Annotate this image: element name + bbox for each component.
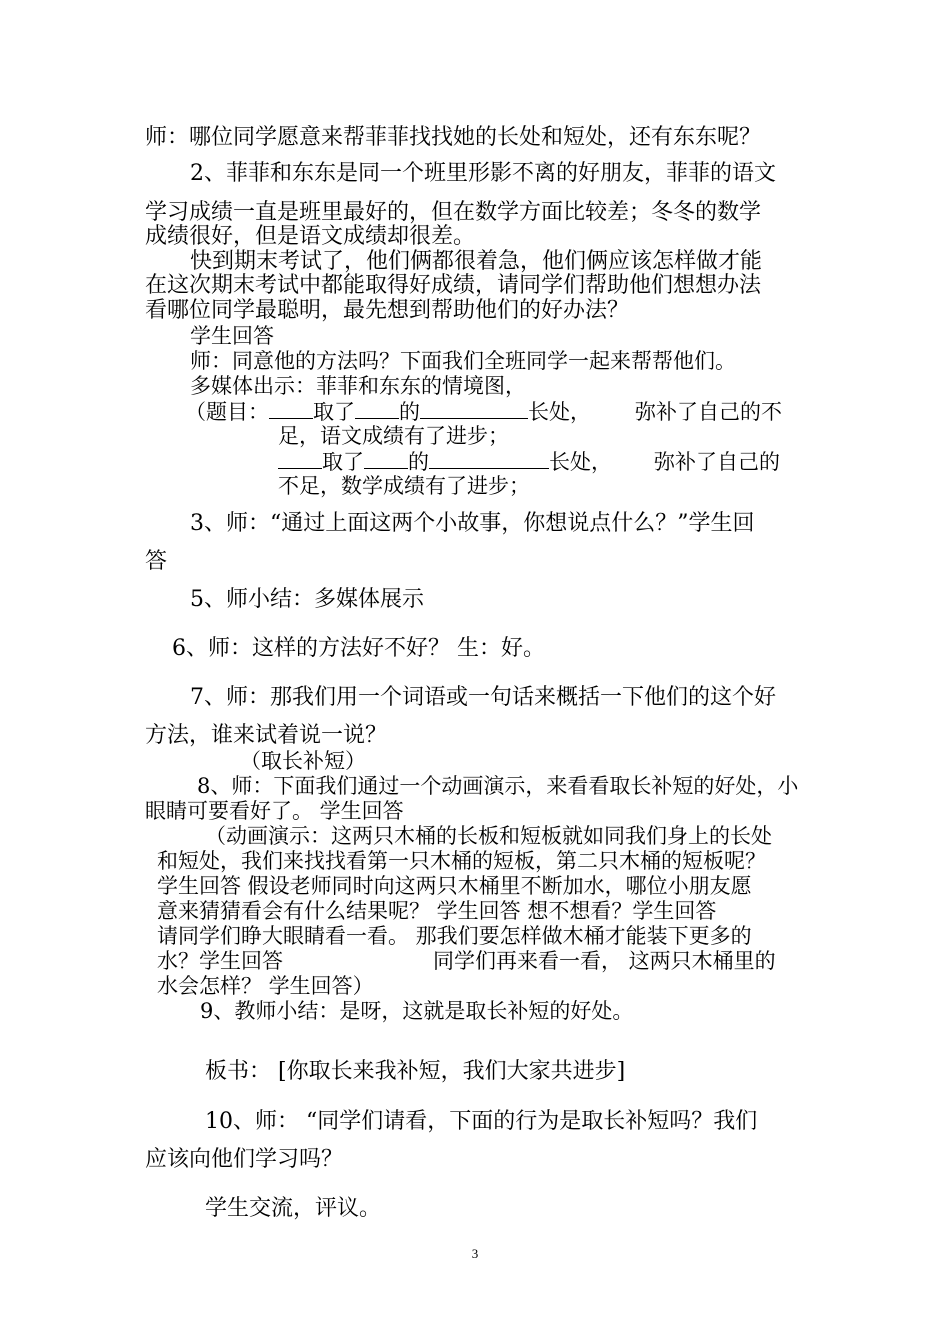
text-line: 答: [145, 549, 168, 574]
text-line: 学生交流，评议。: [205, 1196, 382, 1221]
fill-in-blank[interactable]: [429, 448, 549, 469]
text-line: 学生回答 假设老师同时向这两只木桶里不断加水，哪位小朋友愿: [157, 874, 752, 898]
text-line: 9、教师小结：是呀，这就是取长补短的好处。: [200, 999, 634, 1023]
text-fragment: 长处，: [528, 400, 591, 424]
fill-in-blank[interactable]: [278, 448, 322, 469]
text-fragment: 取了: [322, 450, 364, 474]
board-writing: 板书： [你取长来我补短，我们大家共进步]: [205, 1059, 626, 1084]
text-line: 师：哪位同学愿意来帮菲菲找找她的长处和短处，还有东东呢？: [145, 125, 762, 150]
text-line: 不足，数学成绩有了进步；: [278, 474, 530, 498]
text-fragment: 弥补了自己的不: [635, 400, 782, 424]
text-line: 和短处，我们来找找看第一只木桶的短板，第二只木桶的短板呢？: [157, 849, 766, 873]
text-line: 6、师：这样的方法好不好？ 生：好。: [172, 636, 545, 661]
text-line: 学生回答: [190, 324, 274, 348]
text-fragment: 的: [399, 400, 420, 424]
text-fragment: 的: [408, 450, 429, 474]
text-line: （取长补短）: [240, 749, 366, 773]
text-line: 在这次期末考试中都能取得好成绩，请同学们帮助他们想想办法: [145, 273, 762, 298]
text-fragment: 同学们再来看一看， 这两只木桶里的: [433, 949, 776, 973]
text-fragment: 取了: [313, 400, 355, 424]
text-line: 师：同意他的方法吗？下面我们全班同学一起来帮帮他们。: [190, 349, 736, 373]
page-number: 3: [471, 1246, 479, 1261]
text-line: 方法，谁来试着说一说？: [145, 723, 388, 748]
text-line: 看哪位同学最聪明，最先想到帮助他们的好办法？: [145, 298, 630, 323]
text-line: 意来猜猜看会有什么结果呢？ 学生回答 想不想看？学生回答: [157, 899, 717, 923]
text-line: 足，语文成绩有了进步；: [278, 424, 509, 448]
fill-in-blank[interactable]: [364, 448, 408, 469]
text-line: 快到期末考试了，他们俩都很着急，他们俩应该怎样做才能: [190, 249, 763, 274]
fill-in-blank[interactable]: [420, 398, 528, 419]
text-line: （动画演示：这两只木桶的长板和短板就如同我们身上的长处: [205, 824, 772, 848]
text-line: 2、菲菲和东东是同一个班里形影不离的好朋友，菲菲的语文: [190, 161, 776, 186]
fill-in-question-1: [185, 398, 782, 425]
fill-in-blank[interactable]: [269, 398, 313, 419]
text-line: 7、师：那我们用一个词语或一句话来概括一下他们的这个好: [190, 685, 776, 710]
text-line: 眼睛可要看好了。 学生回答: [145, 799, 404, 823]
text-fragment: 水？学生回答: [157, 949, 283, 973]
text-line: 水会怎样？ 学生回答）: [157, 974, 374, 998]
text-line: 学习成绩一直是班里最好的，但在数学方面比较差；冬冬的数学: [145, 200, 762, 225]
fill-in-blank[interactable]: [355, 398, 399, 419]
text-line: 应该向他们学习吗？: [145, 1147, 344, 1172]
fill-in-question-2: [278, 448, 780, 475]
text-fragment: 长处，: [549, 450, 612, 474]
text-line: 请同学们睁大眼睛看一看。 那我们要怎样做木桶才能装下更多的: [157, 924, 752, 948]
text-line: 成绩很好，但是语文成绩却很差。: [145, 224, 476, 249]
text-line: [157, 948, 776, 974]
text-fragment: （题目：: [185, 400, 269, 424]
text-line: 多媒体出示：菲菲和东东的情境图，: [190, 374, 526, 398]
text-line: 5、师小结：多媒体展示: [190, 587, 424, 612]
text-line: 8、师：下面我们通过一个动画演示，来看看取长补短的好处，小: [197, 774, 799, 798]
text-line: 3、师：“通过上面这两个小故事，你想说点什么？”学生回: [190, 511, 755, 536]
text-line: 10、师： “同学们请看，下面的行为是取长补短吗？我们: [205, 1109, 758, 1134]
text-fragment: 弥补了自己的: [654, 450, 780, 474]
